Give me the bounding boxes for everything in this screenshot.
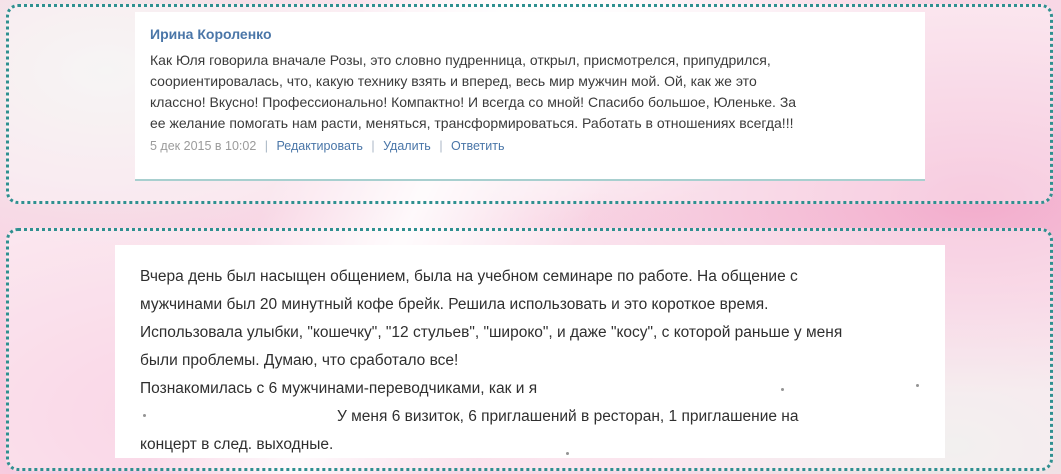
testimonial-text-line: Вчера день был насыщен общением, была на учебном семинаре по работе. На общение с — [140, 268, 798, 285]
comment-text-line: ее желание помогать нам расти, меняться, трансформироваться. Работать в отношениях всегда!!! — [150, 115, 794, 131]
comment-text — [150, 50, 909, 134]
delete-link[interactable]: Удалить — [383, 139, 431, 153]
comment-text-line: классно! Вкусно! Профессионально! Компактно! И всегда со мной! Спасибо большое, Юленьке. За — [150, 94, 797, 110]
testimonial-text-line: У меня 6 визиток, 6 приглашений в ресторан, 1 приглашение на — [337, 408, 799, 425]
artifact-dot — [566, 452, 569, 455]
testimonial-text-card — [115, 245, 945, 458]
meta-separator: | — [371, 139, 375, 153]
testimonial-text-line: Использовала улыбки, "кошечку", "12 стульев", "широко", и даже "косу", с которой раньше у меня — [140, 324, 843, 341]
testimonial-text-line: Познакомилась с 6 мужчинами-переводчиками, как и я — [140, 380, 538, 397]
comment-text-line: соориентировалась, что, какую технику взять и вперед, весь мир мужчин мой. Ой, как же это — [150, 73, 757, 89]
comment-meta-row — [150, 139, 909, 153]
artifact-dot — [143, 414, 146, 417]
testimonial-text-line: концерт в след. выходные. — [140, 436, 334, 453]
author-name-link[interactable]: Ирина Короленко — [150, 26, 272, 42]
testimonial-text — [140, 263, 920, 459]
meta-separator: | — [439, 139, 443, 153]
comment-text-line: Как Юля говорила вначале Розы, это словно пудренница, открыл, присмотрелся, припудрился, — [150, 52, 771, 68]
edit-link[interactable]: Редактировать — [276, 139, 363, 153]
comment-timestamp: 5 дек 2015 в 10:02 — [150, 139, 257, 153]
meta-separator: | — [264, 139, 269, 153]
artifact-dot — [916, 384, 919, 387]
reply-link[interactable]: Ответить — [451, 139, 505, 153]
testimonial-text-line: мужчинами был 20 минутный кофе брейк. Решила использовать и это короткое время. — [140, 296, 769, 313]
testimonial-text-line: были проблемы. Думаю, что сработало все! — [140, 352, 459, 369]
artifact-dot — [781, 388, 784, 391]
vk-comment-card — [135, 12, 925, 181]
